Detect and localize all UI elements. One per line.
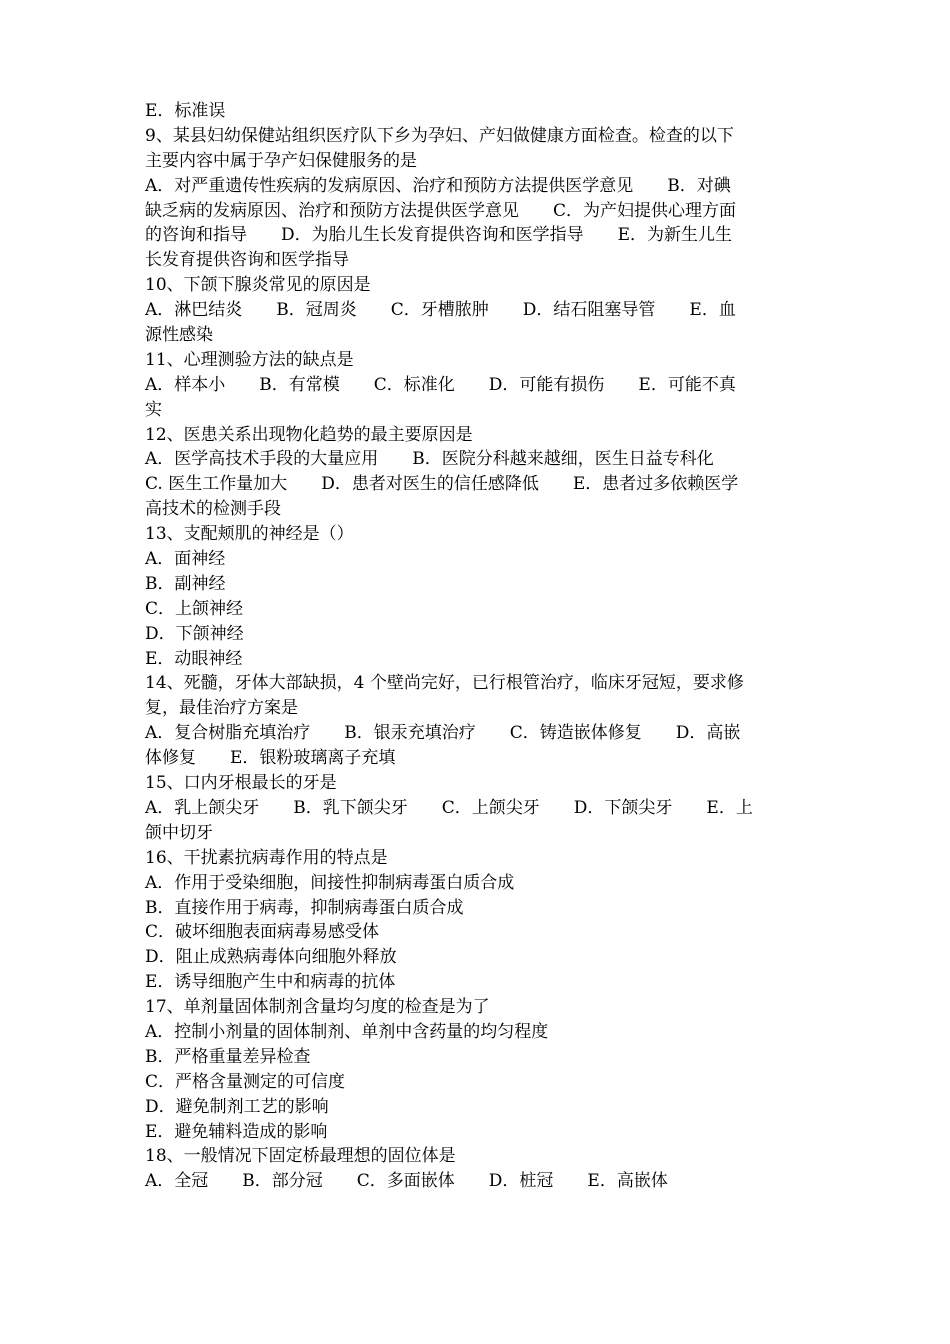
text-line: 14、死髓，牙体大部缺损，4 个壁尚完好，已行根管治疗，临床牙冠短，要求修	[145, 673, 744, 694]
text-line: C．严格含量测定的可信度	[145, 1071, 346, 1092]
text-line: A．样本小 B．有常模 C．标准化 D．可能有损伤 E．可能不真	[145, 374, 736, 395]
text-line: C．破坏细胞表面病毒易感受体	[145, 922, 380, 943]
text-line: 颌中切牙	[145, 822, 213, 843]
text-line: C．上颌神经	[145, 598, 244, 619]
text-line: D．阻止成熟病毒体向细胞外释放	[145, 947, 397, 968]
text-line: A．乳上颌尖牙 B．乳下颌尖牙 C．上颌尖牙 D．下颌尖牙 E．上	[145, 797, 753, 818]
text-line: B．直接作用于病毒，抑制病毒蛋白质合成	[145, 897, 464, 918]
text-line: 10、下颌下腺炎常见的原因是	[145, 275, 371, 296]
text-line: A．作用于受染细胞，间接性抑制病毒蛋白质合成	[145, 872, 515, 893]
text-line: 复，最佳治疗方案是	[145, 698, 298, 719]
text-line: A．医学高技术手段的大量应用 B．医院分科越来越细，医生日益专科化	[145, 449, 714, 470]
text-line: E．标准误	[145, 101, 226, 121]
text-line: E．诱导细胞产生中和病毒的抗体	[145, 972, 396, 993]
text-line: B．严格重量差异检查	[145, 1046, 311, 1067]
text-line: E．动眼神经	[145, 648, 243, 669]
text-line: 13、支配颊肌的神经是（）	[145, 524, 354, 545]
text-line: A．复合树脂充填治疗 B．银汞充填治疗 C．铸造嵌体修复 D．高嵌	[145, 723, 741, 744]
text-line: 实	[145, 399, 162, 420]
text-line: 12、医患关系出现物化趋势的最主要原因是	[145, 424, 473, 445]
text-line: A．控制小剂量的固体制剂、单剂中含药量的均匀程度	[145, 1021, 549, 1042]
text-line: 15、口内牙根最长的牙是	[145, 773, 337, 794]
text-line: 的咨询和指导 D．为胎儿生长发育提供咨询和医学指导 E．为新生儿生	[145, 225, 733, 246]
text-line: 18、一般情况下固定桥最理想的固位体是	[145, 1146, 456, 1167]
text-line: B．副神经	[145, 573, 226, 594]
text-line: A．淋巴结炎 B．冠周炎 C．牙槽脓肿 D．结石阻塞导管 E．血	[145, 300, 736, 321]
text-line: 源性感染	[145, 325, 213, 346]
question-text-body	[145, 99, 810, 1194]
text-line: D．避免制剂工艺的影响	[145, 1096, 329, 1117]
text-line: 16、干扰素抗病毒作用的特点是	[145, 847, 388, 868]
text-line: 缺乏病的发病原因、治疗和预防方法提供医学意见 C．为产妇提供心理方面	[145, 200, 737, 221]
text-line: 17、单剂量固体制剂含量均匀度的检查是为了	[145, 997, 490, 1018]
text-line: 体修复 E．银粉玻璃离子充填	[145, 748, 396, 769]
text-line: A．对严重遗传性疾病的发病原因、治疗和预防方法提供医学意见 B．对碘	[145, 175, 731, 196]
text-line: E．避免辅料造成的影响	[145, 1121, 328, 1142]
text-line: C. 医生工作量加大 D．患者对医生的信任感降低 E．患者过多依赖医学	[145, 474, 739, 495]
text-line: 长发育提供咨询和医学指导	[145, 250, 349, 271]
text-line: A．全冠 B．部分冠 C．多面嵌体 D．桩冠 E．高嵌体	[145, 1171, 668, 1192]
text-line: D．下颌神经	[145, 623, 244, 644]
text-line: 9、某县妇幼保健站组织医疗队下乡为孕妇、产妇做健康方面检查。检查的以下	[145, 125, 734, 146]
text-line: 11、心理测验方法的缺点是	[145, 349, 354, 370]
text-line: 主要内容中属于孕产妇保健服务的是	[145, 150, 417, 171]
text-line: A．面神经	[145, 549, 226, 570]
text-line: 高技术的检测手段	[145, 499, 281, 520]
